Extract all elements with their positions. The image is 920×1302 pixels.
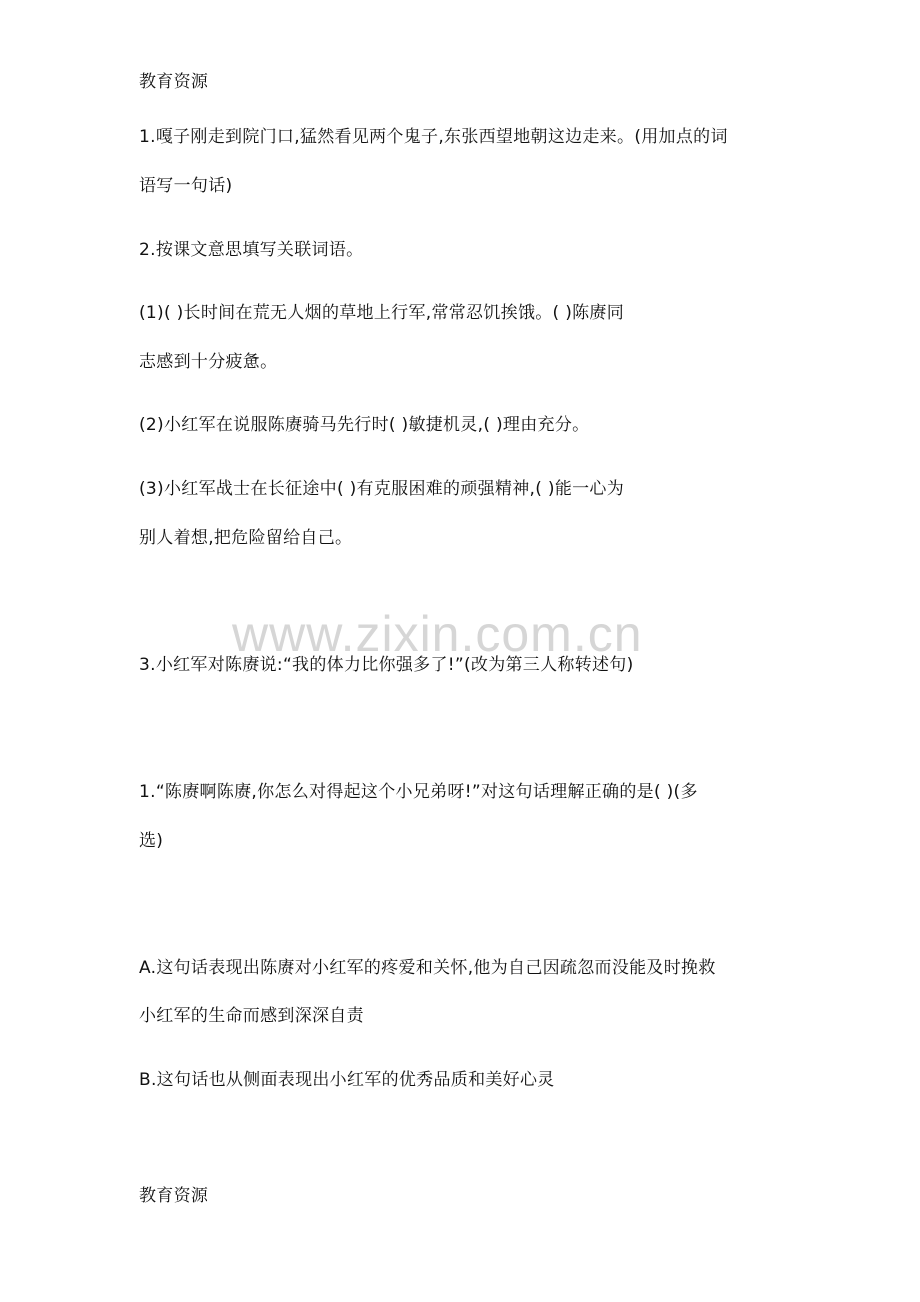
option-a-line-2: 小红军的生命而感到深深自责 bbox=[139, 1006, 364, 1026]
page-header: 教育资源 bbox=[139, 72, 209, 92]
question-2-1-line-2: 志感到十分疲惫。 bbox=[139, 352, 278, 372]
question-2-2-line: (2)小红军在说服陈赓骑马先行时( )敏捷机灵,( )理由充分。 bbox=[139, 415, 590, 435]
question-1-line-2: 语写一句话) bbox=[139, 176, 233, 196]
option-b-line: B.这句话也从侧面表现出小红军的优秀品质和美好心灵 bbox=[139, 1070, 555, 1090]
reading-question-1-line-2: 选) bbox=[139, 831, 164, 851]
option-a-line-1: A.这句话表现出陈赓对小红军的疼爱和关怀,他为自己因疏忽而没能及时挽救 bbox=[139, 958, 716, 978]
question-2-3-line-1: (3)小红军战士在长征途中( )有克服困难的顽强精神,( )能一心为 bbox=[139, 479, 625, 499]
question-1-line-1: 1.嘎子刚走到院门口,猛然看见两个鬼子,东张西望地朝这边走来。(用加点的词 bbox=[139, 127, 728, 147]
question-2-3-line-2: 别人着想,把危险留给自己。 bbox=[139, 528, 353, 548]
question-2-title: 2.按课文意思填写关联词语。 bbox=[139, 240, 364, 260]
page-footer: 教育资源 bbox=[139, 1186, 209, 1206]
question-2-1-line-1: (1)( )长时间在荒无人烟的草地上行军,常常忍饥挨饿。( )陈赓同 bbox=[139, 303, 625, 323]
reading-question-1-line-1: 1.“陈赓啊陈赓,你怎么对得起这个小兄弟呀!”对这句话理解正确的是( )(多 bbox=[139, 782, 698, 802]
question-3-line: 3.小红军对陈赓说:“我的体力比你强多了!”(改为第三人称转述句) bbox=[139, 655, 634, 675]
watermark: www.zixin.com.cn bbox=[232, 606, 643, 662]
